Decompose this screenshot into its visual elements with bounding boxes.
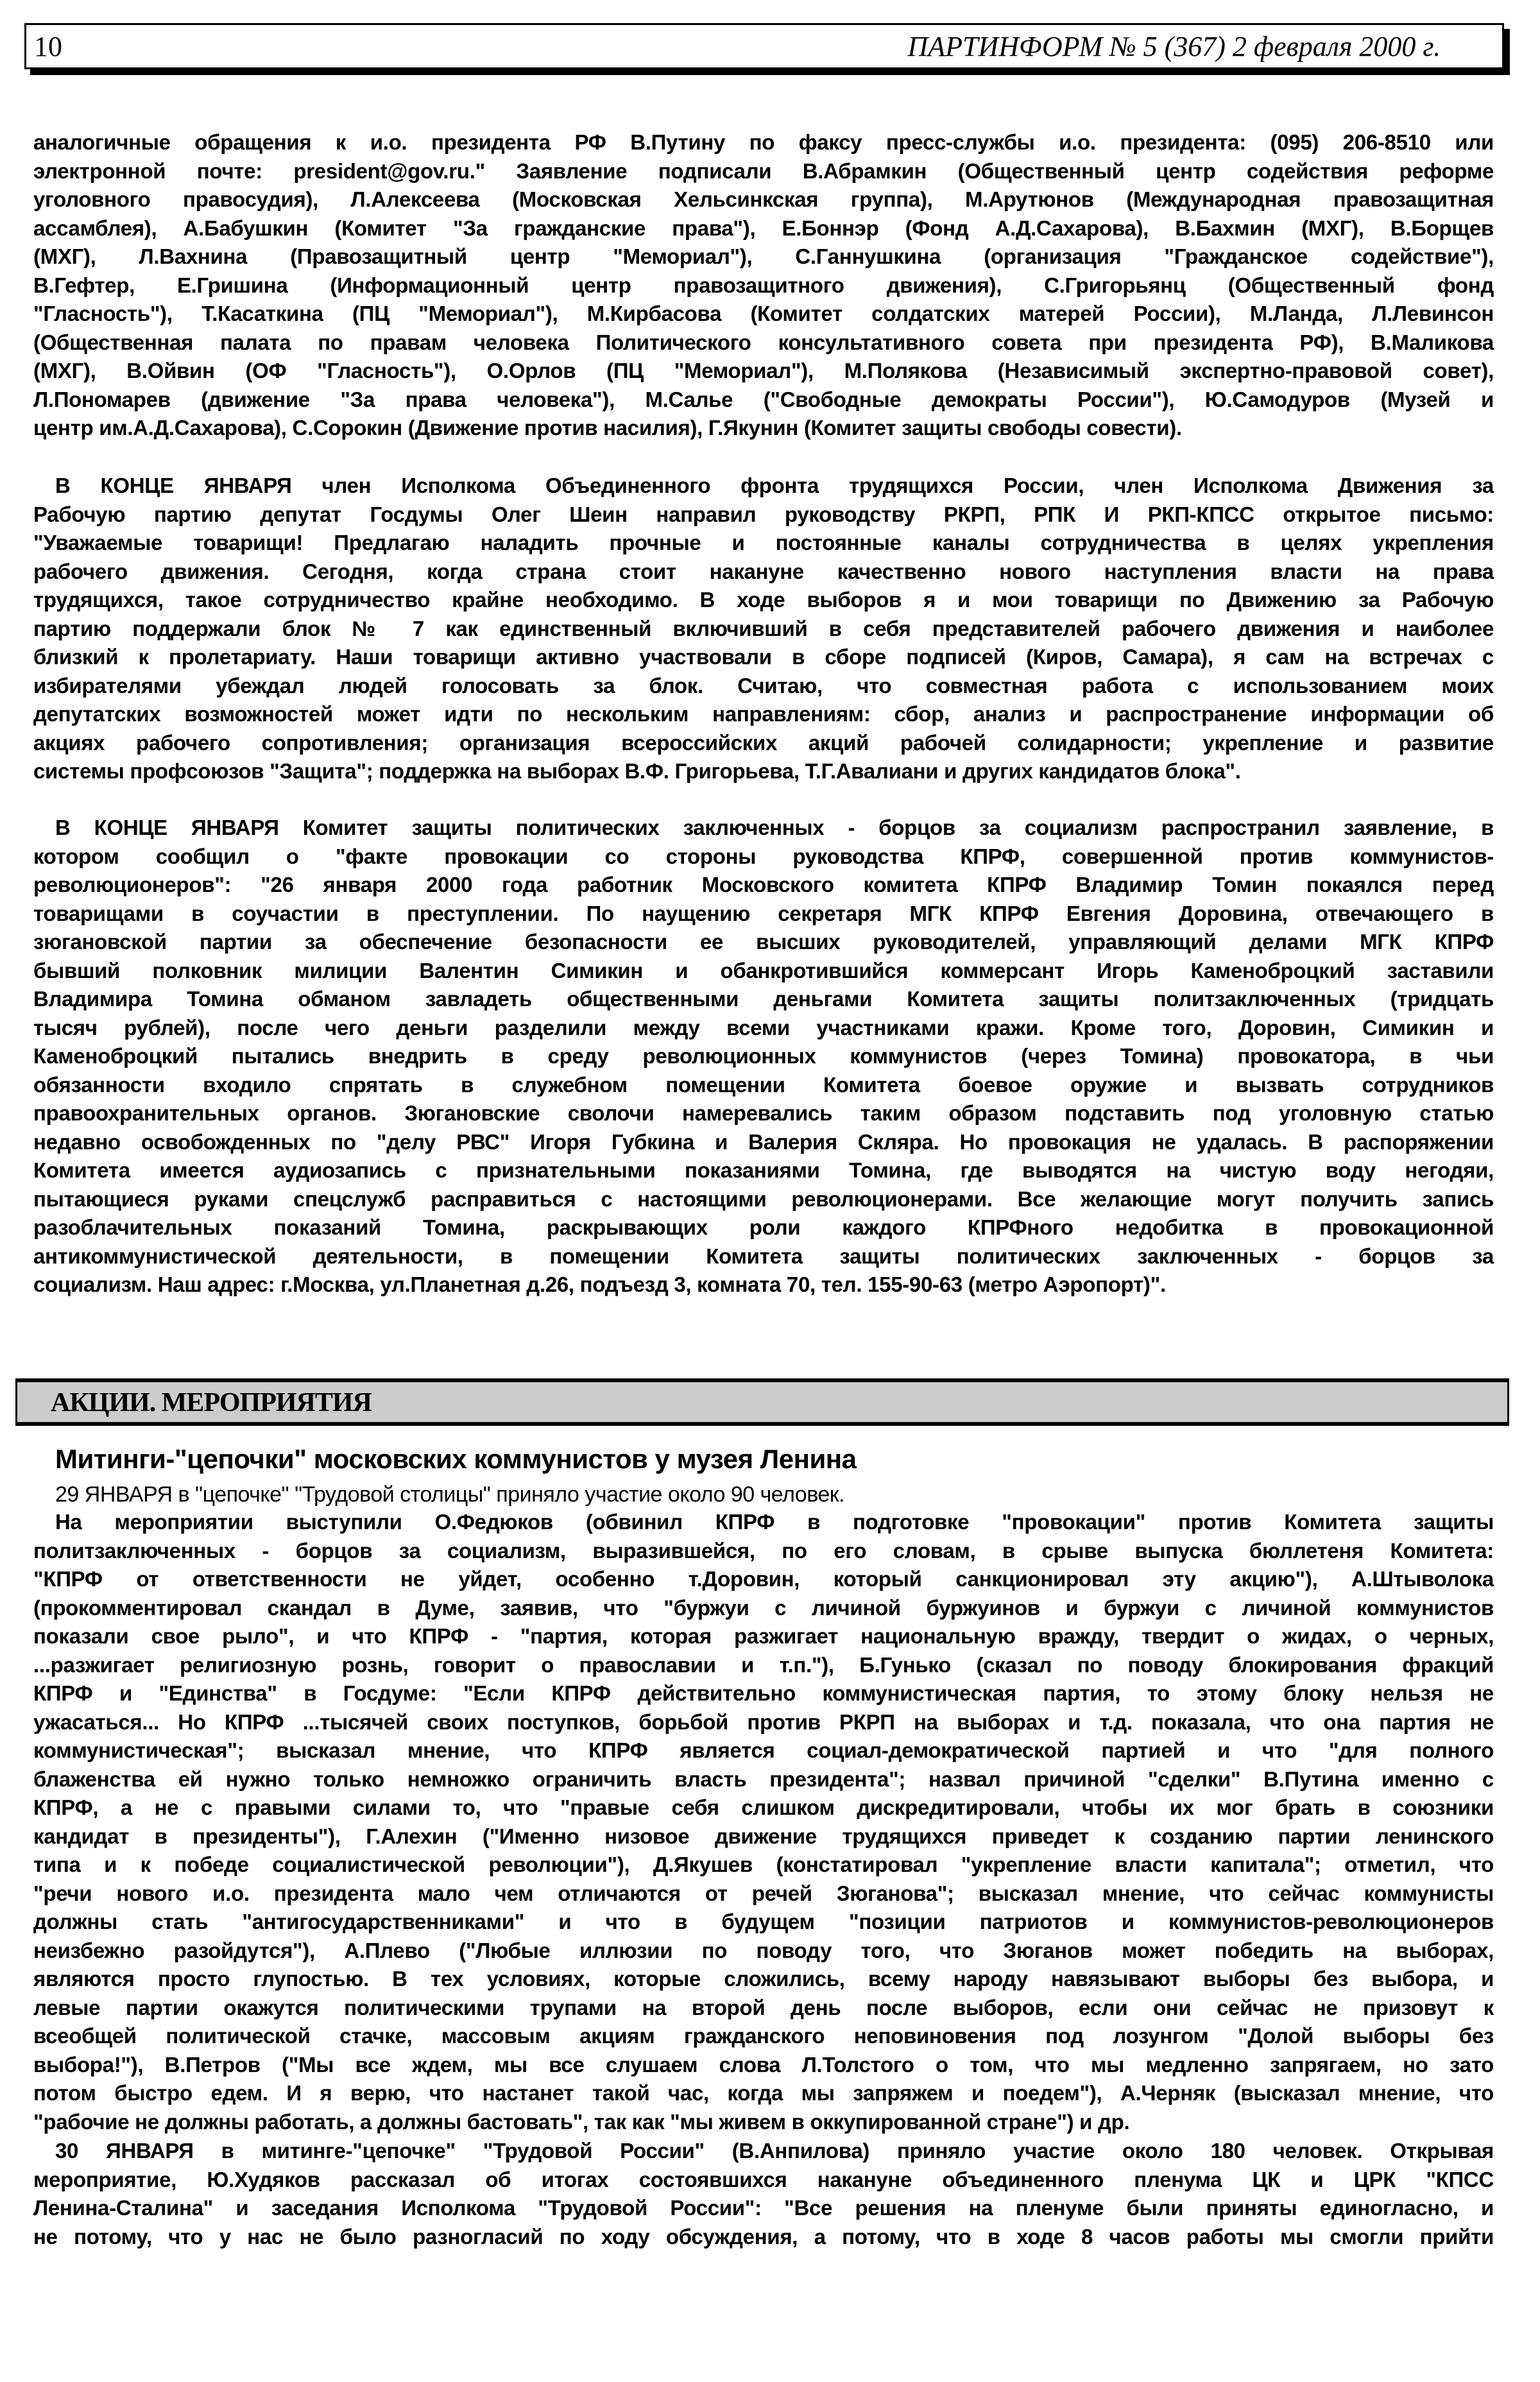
text-line: близкий к пролетариату. Наши товарищи активно участвовали в сборе подписей (Киров, Самара), я сам на встречах с bbox=[33, 645, 1494, 669]
text-line: пытающиеся руками спецслужб расправиться с настоящими революционерами. Все желающие могут получить запись bbox=[33, 1187, 1494, 1211]
page-number: 10 bbox=[34, 31, 62, 62]
text-line: левые партии окажутся политическими трупами на второй день после выборов, если они сейчас не призовут к bbox=[33, 1995, 1494, 2019]
text-line: электронной почте: president@gov.ru." Заявление подписали В.Абрамкин (Общественный центр содействия реформе bbox=[33, 159, 1494, 183]
issue-title: ПАРТИНФОРМ № 5 (367) 2 февраля 2000 г. bbox=[907, 31, 1441, 62]
text-line: не потому, что у нас не было разногласий по ходу обсуждения, а потому, что в ходе 8 часов работы мы смогли прийти bbox=[33, 2224, 1494, 2249]
section-header bbox=[15, 1378, 1509, 1426]
paragraph-jan30-rally bbox=[33, 2137, 1494, 2251]
text-line: (прокомментировал скандал в Думе, заявив, что "буржуи с личиной буржуинов и буржуи с личиной коммунистов bbox=[33, 1595, 1494, 1620]
text-line: являются просто глупостью. В тех условиях, которые сложились, всему народу навязывают выборы без выбора, и bbox=[33, 1967, 1494, 1991]
text-line: На мероприятии выступили О.Федюков (обвинил КПРФ в подготовке "провокации" против Комитета защиты bbox=[55, 1510, 1494, 1534]
text-line: котором сообщил о "факте провокации со стороны руководства КПРФ, совершенной против коммунистов- bbox=[33, 844, 1494, 868]
text-line: неизбежно разойдутся"), А.Плево ("Любые иллюзии по поводу того, что Зюганов может победить на выборах, bbox=[33, 1938, 1494, 1962]
text-line: революционеров": "26 января 2000 года работник Московского комитета КПРФ Владимир Томин покаялся перед bbox=[33, 873, 1494, 896]
text-line: В.Гефтер, Е.Гришина (Информационный центр правозащитного движения), С.Григорьянц (Общественный фонд bbox=[33, 273, 1494, 297]
text-line: Каменоброцкий пытались внедрить в среду революционных коммунистов (через Томина) провокатора, в чьи bbox=[33, 1044, 1494, 1068]
text-line: политзаключенных - борцов за социализм, выразившейся, по его словам, в срыве выпуска бюллетеня Комитета: bbox=[33, 1538, 1494, 1563]
text-line: ужасаться... Но КПРФ ...тысячей своих поступков, борьбой против РКРП на выборах и т.д. показала, что она партия не bbox=[33, 1709, 1494, 1734]
section-title: АКЦИИ. МЕРОПРИЯТИЯ bbox=[51, 1388, 372, 1418]
text-line: кандидат в президенты"), Г.Алехин ("Именно низовое движение трудящихся приведет к созданию партии ленинского bbox=[33, 1824, 1494, 1848]
article-title: Митинги-"цепочки" московских коммунистов у музея Ленина bbox=[55, 1444, 857, 1474]
text-line: центр им.А.Д.Сахарова), С.Сорокин (Движение против насилия), Г.Якунин (Комитет защиты свободы совести). bbox=[33, 416, 1182, 440]
text-line: обязанности входило спрятать в служебном помещении Комитета боевое оружие и вызвать сотрудников bbox=[33, 1072, 1494, 1097]
text-line: (Общественная палата по правам человека Политического консультативного совета при президента РФ), В.Маликова bbox=[33, 330, 1494, 354]
text-line: рабочего движения. Сегодня, когда страна стоит накануне качественно нового наступления власти на права bbox=[33, 559, 1494, 583]
text-line: "Уважаемые товарищи! Предлагаю наладить прочные и постоянные каналы сотрудничества в целях укрепления bbox=[33, 531, 1494, 554]
text-line: (МХГ), В.Ойвин (ОФ "Гласность"), О.Орлов (ПЦ "Мемориал"), М.Полякова (Независимый экспертно-правовой совет), bbox=[33, 359, 1494, 382]
paragraph-jan29-speakers bbox=[33, 1508, 1494, 2136]
text-line: социализм. Наш адрес: г.Москва, ул.Планетная д.26, подъезд 3, комната 70, тел. 155-90-63 (метро Аэропорт)". bbox=[33, 1272, 1166, 1296]
text-line: Комитета имеется аудиозапись с признательными показаниями Томина, где выводятся на чистую воду негодяи, bbox=[33, 1158, 1494, 1182]
text-line: разоблачительных показаний Томина, раскрывающих роли каждого КПРФного недобитка в провокационной bbox=[33, 1215, 1494, 1239]
text-line: КПРФ и "Единства" в Госдуме: "Если КПРФ действительно коммунистическая партия, то этому блоку нельзя не bbox=[33, 1681, 1494, 1705]
text-line: ...разжигает религиозную рознь, говорит о православии и т.п."), Б.Гунько (сказал по поводу блокирования фракций bbox=[33, 1652, 1494, 1677]
text-line: потом быстро едем. И я верю, что настанет такой час, когда мы запряжем и поедем"), А.Черняк (высказал мнение, что bbox=[33, 2081, 1494, 2105]
text-line: коммунистическая"; высказал мнение, что КПРФ является социал-демократической партией и что "для полного bbox=[33, 1738, 1494, 1762]
text-line: показали свое рыло", и что КПРФ - "партия, которая разжигает национальную вражду, твердит о жидах, о черных, bbox=[33, 1624, 1494, 1648]
paragraph-shein-letter bbox=[33, 472, 1494, 786]
paragraph-committee-statement bbox=[33, 814, 1494, 1299]
text-line: правоохранительных органов. Зюгановские сволочи намеревались таким образом подставить под уголовную статью bbox=[33, 1101, 1494, 1125]
text-line: партию поддержали блок № 7 как единственный включивший в себя представителей рабочего движения и наиболее bbox=[33, 616, 1494, 640]
text-line: трудящихся, такое сотрудничество крайне необходимо. В ходе выборов я и мои товарищи по Движению за Рабочую bbox=[33, 588, 1494, 612]
text-line: бывший полковник милиции Валентин Симикин и обанкротившийся коммерсант Игорь Каменоброцкий заставили bbox=[33, 958, 1494, 982]
text-line: должны стать "антигосударственниками" и что в будущем "позиции патриотов и коммунистов-революционеров bbox=[33, 1910, 1494, 1933]
text-line: КПРФ, а не с правыми силами то, что "правые себя слишком дискредитировали, чтобы их мог брать в союзники bbox=[33, 1795, 1494, 1819]
text-line: В КОНЦЕ ЯНВАРЯ член Исполкома Объединенного фронта трудящихся России, член Исполкома Движения за bbox=[55, 474, 1494, 497]
text-line: "рабочие не должны работать, а должны бастовать", так как "мы живем в оккупированной стране") и др. bbox=[33, 2109, 1130, 2134]
text-line: типа и к победе социалистической революции"), Д.Якушев (констатировал "укрепление власти капитала"; отметил, что bbox=[33, 1853, 1494, 1876]
text-line: Владимира Томина обманом завладеть общественными деньгами Комитета защиты политзаключенных (тридцать bbox=[33, 987, 1494, 1011]
text-line: ассамблея), А.Бабушкин (Комитет "За гражданские права"), Е.Боннэр (Фонд А.Д.Сахарова), В.Бахмин (МХГ), В.Борщев bbox=[33, 216, 1494, 240]
text-line: "Гласность"), Т.Касаткина (ПЦ "Мемориал"), М.Кирбасова (Комитет солдатских матерей России), М.Ланда, Л.Левинсон bbox=[33, 302, 1494, 325]
page-header bbox=[24, 23, 1504, 69]
text-line: Ленина-Сталина" и заседания Исполкома "Трудовой России": "Все решения на пленуме были приняты единогласно, и bbox=[33, 2196, 1494, 2220]
text-line: акциях рабочего сопротивления; организация всероссийских акций рабочей солидарности; укрепление и развитие bbox=[33, 730, 1494, 755]
text-line: недавно освобожденных по "делу РВС" Игоря Губкина и Валерия Скляра. Но провокация не удалась. В распоряжении bbox=[33, 1129, 1494, 1154]
text-line: блаженства ей нужно только немножко ограничить власть президента"; назвал причиной "сделки" В.Путина именно с bbox=[33, 1767, 1494, 1791]
text-line: уголовного правосудия), Л.Алексеева (Московская Хельсинкская группа), М.Арутюнов (Международная правозащитная bbox=[33, 187, 1494, 211]
article-subtitle: 29 ЯНВАРЯ в "цепочке" "Трудовой столицы" приняло участие около 90 человек. bbox=[55, 1482, 845, 1507]
text-line: избирателями убеждал людей голосовать за блок. Считаю, что совместная работа с использованием моих bbox=[33, 673, 1494, 698]
text-line: товарищами в соучастии в преступлении. По наущению секретаря МГК КПРФ Евгения Доровина, отвечающего в bbox=[33, 901, 1494, 925]
text-line: Л.Пономарев (движение "За права человека"), М.Салье ("Свободные демократы России"), Ю.Самодуров (Музей и bbox=[33, 387, 1494, 411]
text-line: тысяч рублей), после чего деньги разделили между всеми участниками кражи. Кроме того, Доровин, Симикин и bbox=[33, 1015, 1494, 1040]
text-line: 30 ЯНВАРЯ в митинге-"цепочке" "Трудовой России" (В.Анпилова) приняло участие около 180 человек. Открывая bbox=[55, 2139, 1494, 2163]
text-line: "речи нового и.о. президента мало чем отличаются от речей Зюганова"; высказал мнение, что сейчас коммунисты bbox=[33, 1881, 1494, 1905]
text-line: зюгановской партии за обеспечение безопасности ее высших руководителей, управляющий делами МГК КПРФ bbox=[33, 930, 1494, 954]
text-line: мероприятие, Ю.Худяков рассказал об итогах состоявшихся накануне объединенного пленума ЦК и ЦРК "КПСС bbox=[33, 2167, 1494, 2191]
text-line: "КПРФ от ответственности не уйдет, особенно т.Доровин, который санкционировал эту акцию"), А.Штыволока bbox=[33, 1567, 1494, 1591]
text-line: В КОНЦЕ ЯНВАРЯ Комитет защиты политических заключенных - борцов за социализм распространил заявление, в bbox=[55, 816, 1494, 839]
text-line: Рабочую партию депутат Госдумы Олег Шеин направил руководству РКРП, РПК И РКП-КПСС открытое письмо: bbox=[33, 502, 1494, 526]
text-line: всеобщей политической стачке, массовым акциям гражданского неповиновения под лозунгом "Долой выборы без bbox=[33, 2024, 1494, 2048]
text-line: депутатских возможностей может идти по нескольким направлениям: сбор, анализ и распространение информации об bbox=[33, 702, 1494, 726]
text-line: системы профсоюзов "Защита"; поддержка на выборах В.Ф. Григорьева, Т.Г.Авалиани и других кандидатов блока". bbox=[33, 759, 1241, 783]
text-line: выбора!"), В.Петров ("Мы все ждем, мы все слушаем слова Л.Толстого о том, что мы медленно запрягаем, но зато bbox=[33, 2052, 1494, 2077]
paragraph-signatories bbox=[33, 128, 1494, 443]
text-line: (МХГ), Л.Вахнина (Правозащитный центр "Мемориал"), С.Ганнушкина (организация "Гражданское содействие"), bbox=[33, 244, 1494, 268]
text-line: антикоммунистической деятельности, в помещении Комитета защиты политических заключенных - борцов за bbox=[33, 1244, 1494, 1268]
text-line: аналогичные обращения к и.о. президента РФ В.Путину по факсу пресс-службы и.о. президента: (095) 206-8510 или bbox=[33, 130, 1494, 154]
